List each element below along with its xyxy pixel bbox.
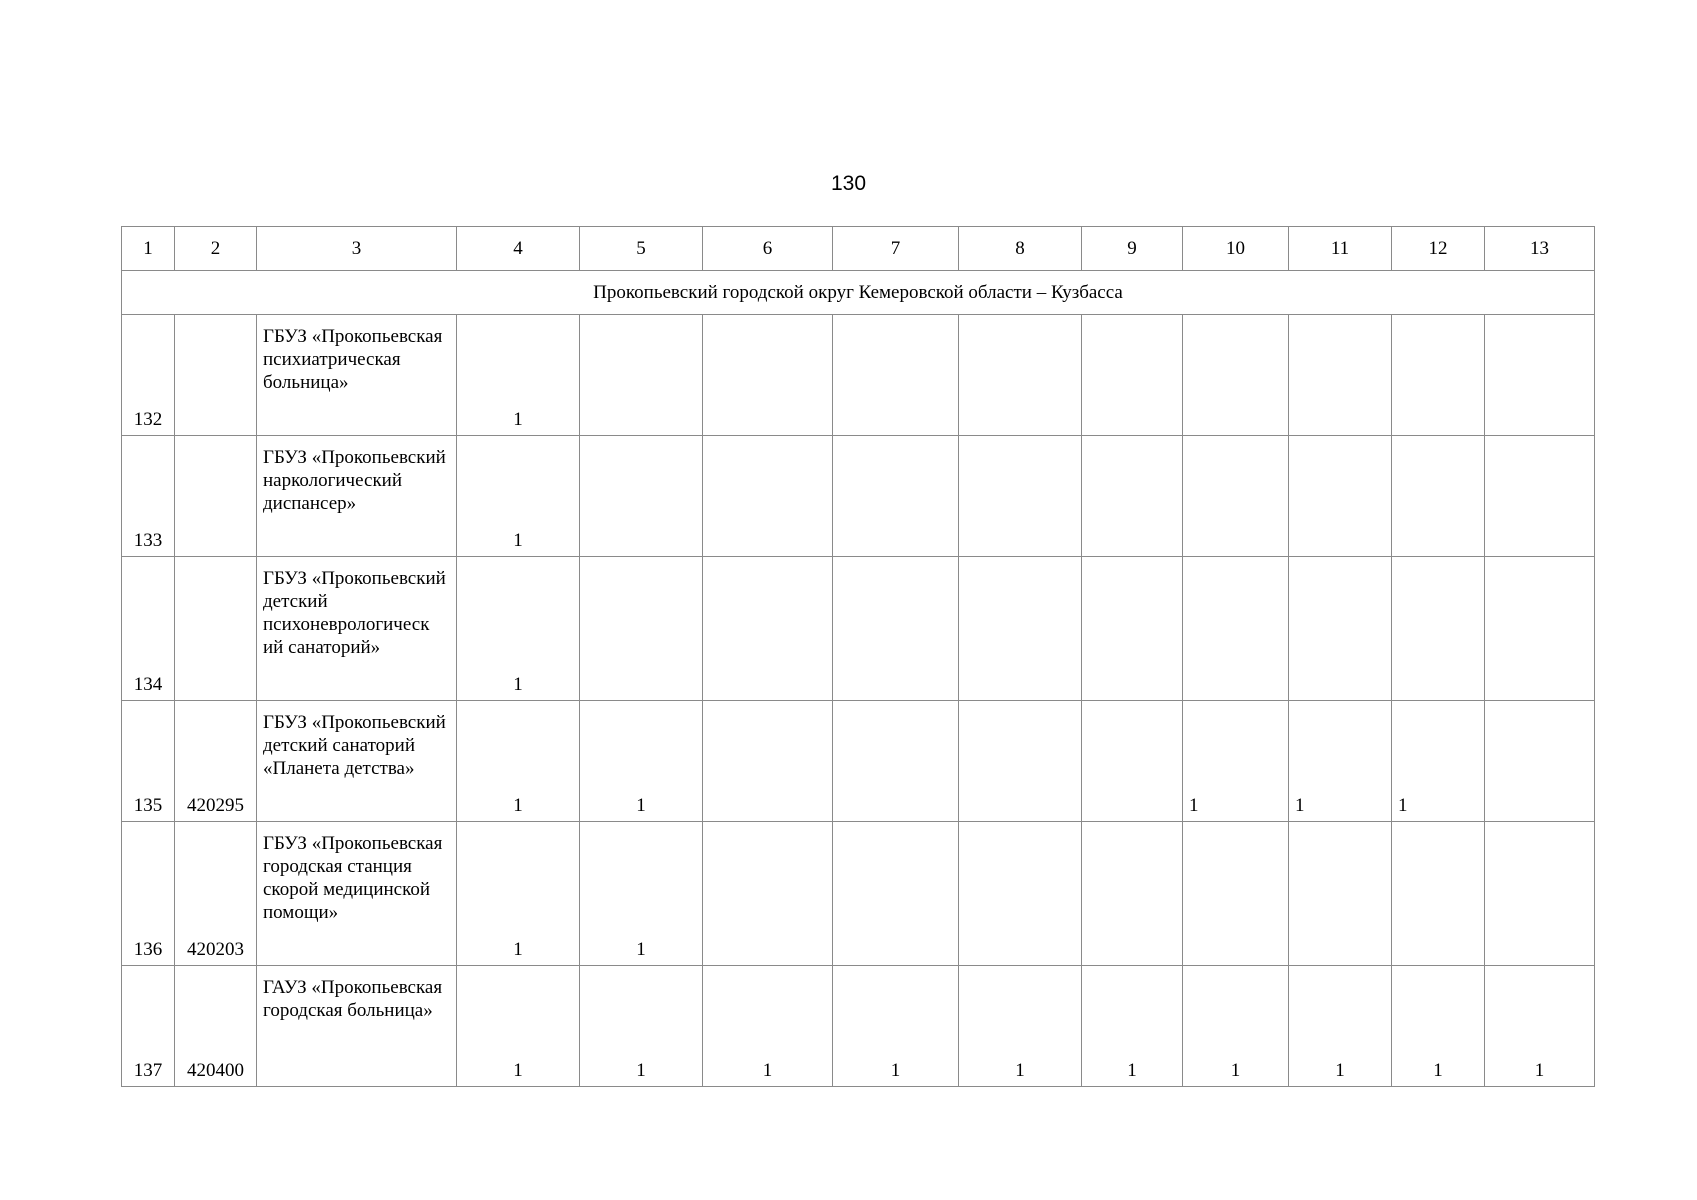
cell-col-6 [703, 701, 833, 822]
table-row [122, 966, 1595, 1087]
cell-col-8 [959, 315, 1082, 436]
row-code: 420203 [175, 822, 257, 966]
row-organization-name: ГБУЗ «Прокопьевский наркологический диспансер» [257, 436, 457, 557]
row-organization-name: ГБУЗ «Прокопьевский детский психоневрологическ ий санаторий» [257, 557, 457, 701]
column-header: 9 [1082, 227, 1183, 271]
cell-col-4: 1 [457, 966, 580, 1087]
row-code [175, 557, 257, 701]
cell-col-5 [580, 315, 703, 436]
cell-col-12 [1392, 557, 1485, 701]
cell-col-6 [703, 315, 833, 436]
cell-col-4: 1 [457, 315, 580, 436]
cell-col-5 [580, 436, 703, 557]
row-organization-name: ГБУЗ «Прокопьевская психиатрическая больница» [257, 315, 457, 436]
cell-col-11 [1289, 822, 1392, 966]
cell-col-9 [1082, 822, 1183, 966]
row-organization-name: ГАУЗ «Прокопьевская городская больница» [257, 966, 457, 1087]
cell-col-8 [959, 701, 1082, 822]
cell-col-5 [580, 557, 703, 701]
cell-col-8 [959, 436, 1082, 557]
column-number-row [122, 227, 1595, 271]
cell-col-13 [1485, 701, 1595, 822]
cell-col-8 [959, 822, 1082, 966]
cell-col-5: 1 [580, 822, 703, 966]
cell-col-11: 1 [1289, 701, 1392, 822]
cell-col-7 [833, 436, 959, 557]
column-header: 1 [122, 227, 175, 271]
row-code: 420295 [175, 701, 257, 822]
cell-col-10 [1183, 822, 1289, 966]
row-number: 137 [122, 966, 175, 1087]
row-number: 133 [122, 436, 175, 557]
cell-col-7 [833, 701, 959, 822]
cell-col-9 [1082, 557, 1183, 701]
cell-col-5: 1 [580, 701, 703, 822]
column-header: 13 [1485, 227, 1595, 271]
row-number: 132 [122, 315, 175, 436]
cell-col-9 [1082, 315, 1183, 436]
row-code [175, 315, 257, 436]
cell-col-12 [1392, 822, 1485, 966]
cell-col-9 [1082, 701, 1183, 822]
table-row [122, 315, 1595, 436]
cell-col-10 [1183, 557, 1289, 701]
cell-col-12 [1392, 436, 1485, 557]
cell-col-5: 1 [580, 966, 703, 1087]
cell-col-11 [1289, 315, 1392, 436]
row-number: 135 [122, 701, 175, 822]
section-row [122, 271, 1595, 315]
row-code [175, 436, 257, 557]
cell-col-6 [703, 436, 833, 557]
column-header: 11 [1289, 227, 1392, 271]
section-title: Прокопьевский городской округ Кемеровской области – Кузбасса [122, 271, 1595, 315]
cell-col-4: 1 [457, 557, 580, 701]
cell-col-13: 1 [1485, 966, 1595, 1087]
cell-col-10: 1 [1183, 966, 1289, 1087]
table-row [122, 557, 1595, 701]
cell-col-4: 1 [457, 701, 580, 822]
cell-col-9 [1082, 436, 1183, 557]
table-row [122, 822, 1595, 966]
table-row [122, 701, 1595, 822]
cell-col-12 [1392, 315, 1485, 436]
cell-col-10 [1183, 436, 1289, 557]
data-table [121, 226, 1595, 1087]
cell-col-11: 1 [1289, 966, 1392, 1087]
cell-col-8: 1 [959, 966, 1082, 1087]
cell-col-7 [833, 315, 959, 436]
cell-col-11 [1289, 557, 1392, 701]
row-organization-name: ГБУЗ «Прокопьевская городская станция скорой медицинской помощи» [257, 822, 457, 966]
column-header: 5 [580, 227, 703, 271]
cell-col-6 [703, 557, 833, 701]
column-header: 4 [457, 227, 580, 271]
cell-col-11 [1289, 436, 1392, 557]
column-header: 7 [833, 227, 959, 271]
cell-col-13 [1485, 315, 1595, 436]
cell-col-7 [833, 557, 959, 701]
cell-col-4: 1 [457, 822, 580, 966]
cell-col-8 [959, 557, 1082, 701]
cell-col-7 [833, 822, 959, 966]
cell-col-10 [1183, 315, 1289, 436]
row-number: 134 [122, 557, 175, 701]
table-row [122, 436, 1595, 557]
cell-col-9: 1 [1082, 966, 1183, 1087]
cell-col-6: 1 [703, 966, 833, 1087]
column-header: 8 [959, 227, 1082, 271]
cell-col-6 [703, 822, 833, 966]
cell-col-13 [1485, 822, 1595, 966]
cell-col-13 [1485, 557, 1595, 701]
cell-col-12: 1 [1392, 701, 1485, 822]
column-header: 2 [175, 227, 257, 271]
row-code: 420400 [175, 966, 257, 1087]
column-header: 10 [1183, 227, 1289, 271]
cell-col-10: 1 [1183, 701, 1289, 822]
column-header: 12 [1392, 227, 1485, 271]
cell-col-4: 1 [457, 436, 580, 557]
cell-col-12: 1 [1392, 966, 1485, 1087]
page-number: 130 [830, 172, 867, 195]
cell-col-13 [1485, 436, 1595, 557]
column-header: 3 [257, 227, 457, 271]
column-header: 6 [703, 227, 833, 271]
cell-col-7: 1 [833, 966, 959, 1087]
row-organization-name: ГБУЗ «Прокопьевский детский санаторий «Планета детства» [257, 701, 457, 822]
row-number: 136 [122, 822, 175, 966]
